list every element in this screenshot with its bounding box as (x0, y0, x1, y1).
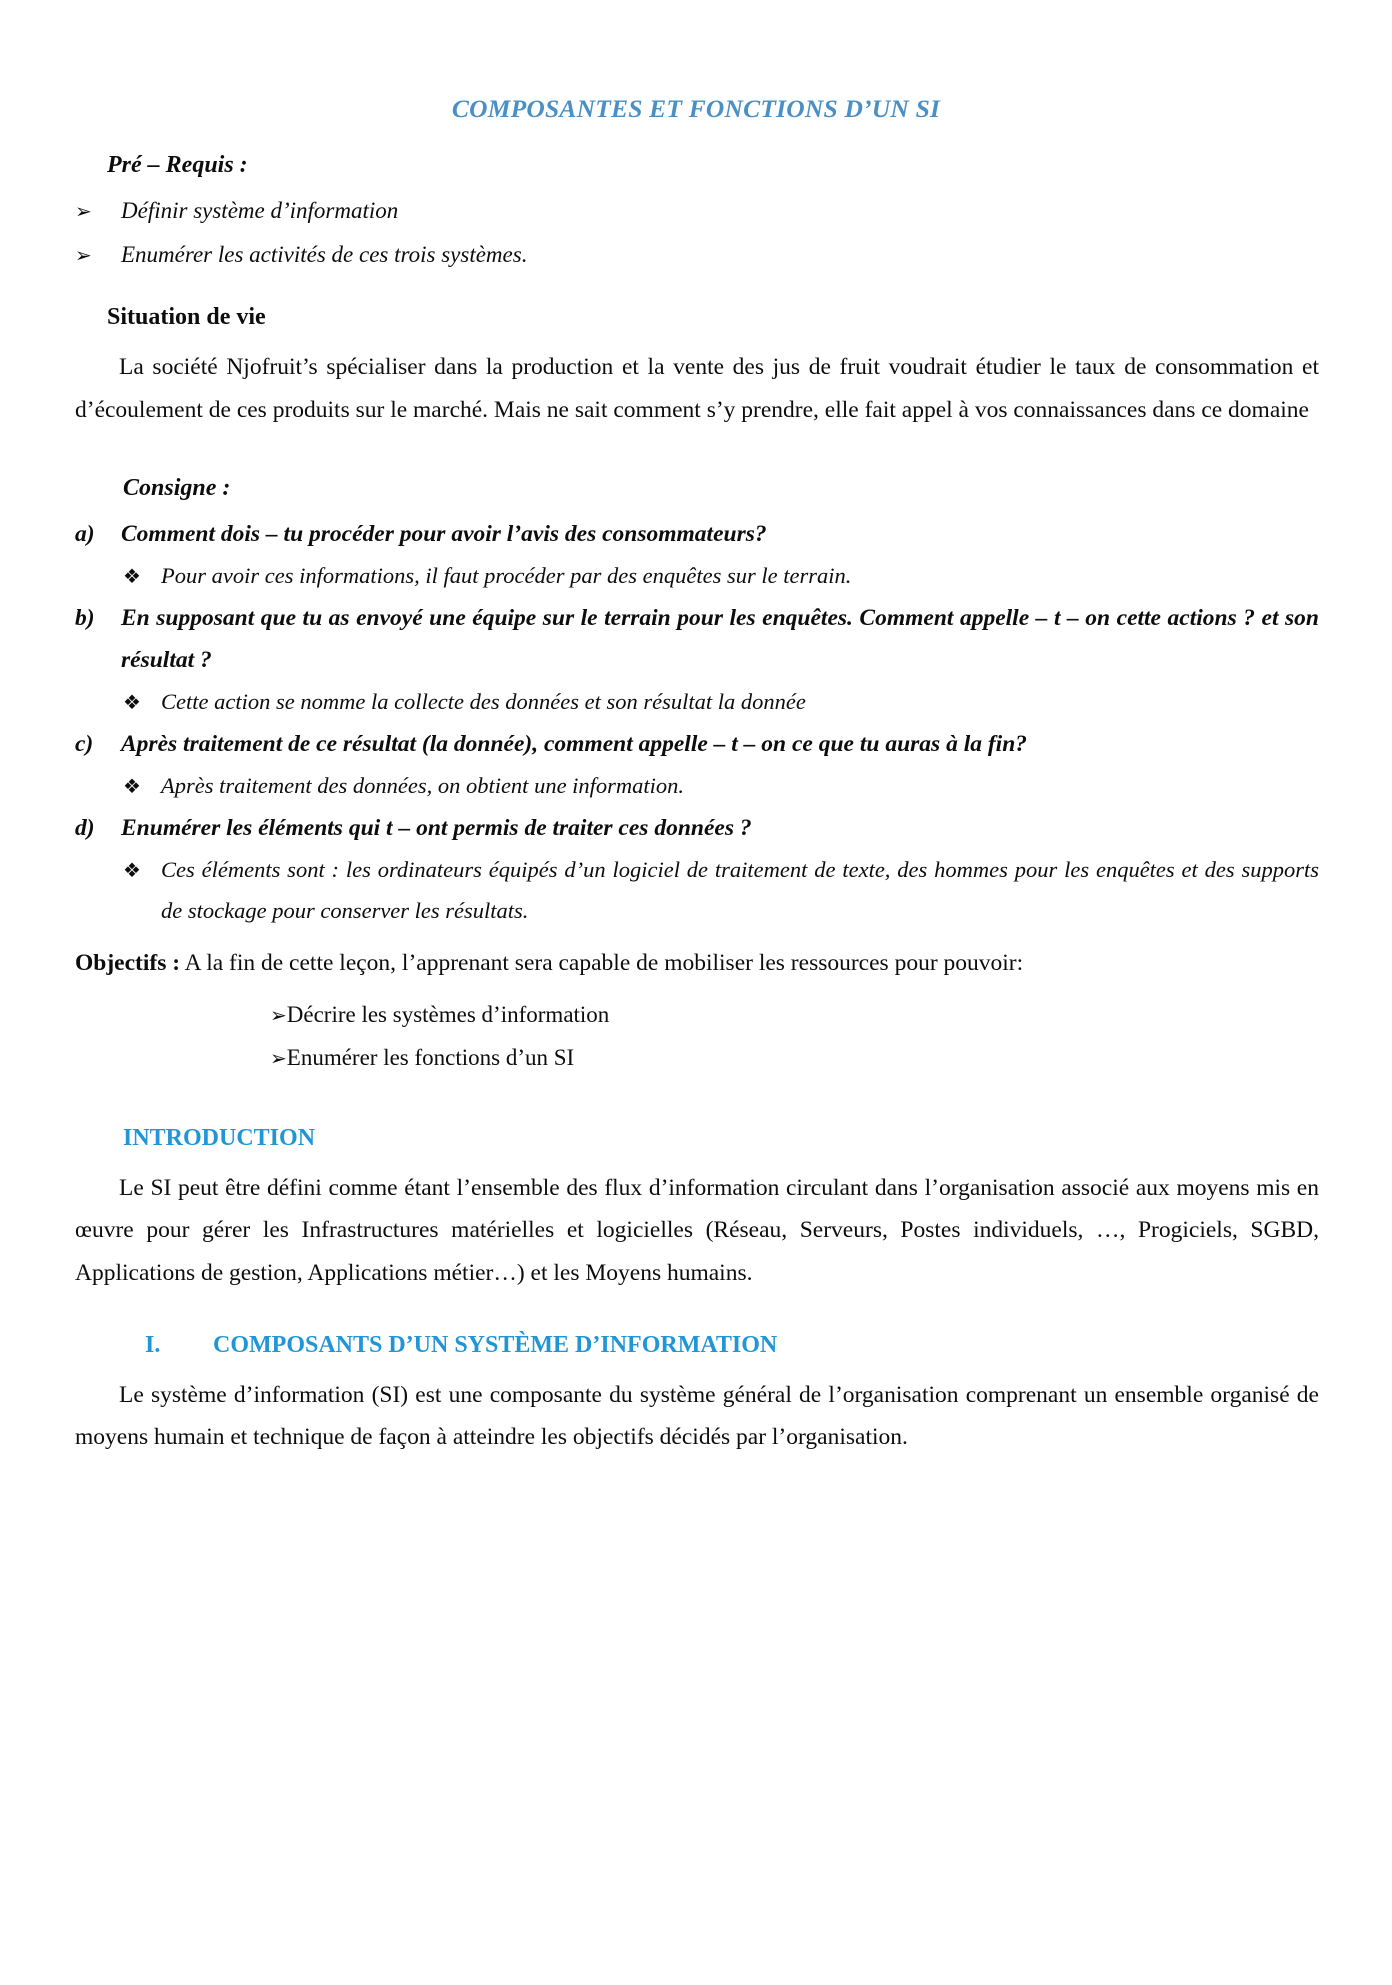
diamond-bullet-icon: ❖ (123, 859, 141, 882)
consigne-answer-a (75, 556, 1319, 597)
section-one-heading (75, 1331, 1319, 1360)
consigne-item-d (75, 807, 1319, 850)
prerequis-list (75, 197, 1319, 268)
section-one-paragraph: Le système d’information (SI) est une composante du système général de l’organisation comprenant un ensemble organisé de moyens humain et technique de façon à atteindre les objectifs décidés par l’organisation. (75, 1381, 1319, 1451)
arrow-bullet-icon: ➢ (270, 1048, 287, 1071)
document-body (0, 152, 1392, 1460)
answer-text: Ces éléments sont : les ordinateurs équipés d’un logiciel de traitement de texte, des hommes pour les enquêtes et des supports de stockage pour conserver les résultats. (161, 856, 1319, 923)
list-item (75, 1037, 1319, 1080)
prerequis-heading: Pré – Requis : (107, 151, 248, 178)
section-number: I. (145, 1331, 161, 1358)
objectifs-list (75, 994, 1319, 1080)
arrow-bullet-icon: ➢ (270, 1005, 287, 1028)
objectifs-label: Objectifs : (75, 949, 181, 976)
introduction-paragraph: Le SI peut être défini comme étant l’ensemble des flux d’information circulant dans l’organisation associé aux moyens mis en œuvre pour gérer les Infrastructures matérielles et logicielles (Réseau, Serveurs, Postes individuels, …, Progiciels, SGBD, Applications de gestion, Applications métier…) et les Moyens humains. (75, 1174, 1319, 1287)
item-marker: b) (75, 604, 95, 631)
consigne-heading: Consigne : (123, 475, 231, 502)
item-question: En supposant que tu as envoyé une équipe sur le terrain pour les enquêtes. Comment appelle – t – on cette actions ? et son résultat ? (121, 604, 1319, 674)
consigne-list (75, 513, 1319, 932)
situation-heading: Situation de vie (107, 304, 266, 331)
situation-paragraph: La société Njofruit’s spécialiser dans la production et la vente des jus de fruit voudrait étudier le taux de consommation et d’écoulement de ces produits sur le marché. Mais ne sait comment s’y prendre, elle fait appel à vos connaissances dans ce domaine (75, 353, 1319, 423)
consigne-item-b (75, 597, 1319, 683)
page-title: COMPOSANTES ET FONCTIONS D’UN SI (451, 94, 941, 123)
objectifs-paragraph (75, 942, 1319, 985)
list-item (75, 994, 1319, 1037)
item-marker: d) (75, 814, 95, 841)
diamond-bullet-icon: ❖ (123, 692, 141, 715)
consigne-answer-c (75, 766, 1319, 807)
list-item-label: Enumérer les fonctions d’un SI (286, 1045, 575, 1071)
answer-text: Cette action se nomme la collecte des données et son résultat la donnée (161, 689, 806, 715)
introduction-heading: INTRODUCTION (123, 1124, 316, 1151)
item-marker: a) (75, 521, 95, 547)
objectifs-text: A la fin de cette leçon, l’apprenant sera capable de mobiliser les ressources pour pouvoir: (180, 949, 1024, 976)
item-question: Comment dois – tu procéder pour avoir l’avis des consommateurs? (121, 521, 767, 547)
list-item-label: Définir système d’information (121, 198, 399, 224)
consigne-answer-b (75, 682, 1319, 723)
list-item (75, 197, 1319, 225)
item-question: Enumérer les éléments qui t – ont permis de traiter ces données ? (121, 814, 752, 841)
list-item-label: Enumérer les activités de ces trois systèmes. (121, 241, 528, 267)
item-question: Après traitement de ce résultat (la donnée), comment appelle – t – on ce que tu auras à la fin? (121, 731, 1028, 758)
diamond-bullet-icon: ❖ (123, 565, 141, 588)
section-title: COMPOSANTS D’UN SYSTÈME D’INFORMATION (213, 1331, 778, 1358)
consigne-answer-d (75, 850, 1319, 932)
answer-text: Pour avoir ces informations, il faut procéder par des enquêtes sur le terrain. (161, 562, 852, 588)
list-item (75, 241, 1319, 269)
consigne-item-c (75, 723, 1319, 766)
answer-text: Après traitement des données, on obtient une information. (161, 772, 685, 798)
diamond-bullet-icon: ❖ (123, 775, 141, 798)
arrow-bullet-icon: ➢ (75, 244, 92, 267)
consigne-item-a (75, 513, 1319, 556)
arrow-bullet-icon: ➢ (75, 201, 92, 224)
item-marker: c) (75, 731, 94, 758)
list-item-label: Décrire les systèmes d’information (286, 1002, 610, 1028)
